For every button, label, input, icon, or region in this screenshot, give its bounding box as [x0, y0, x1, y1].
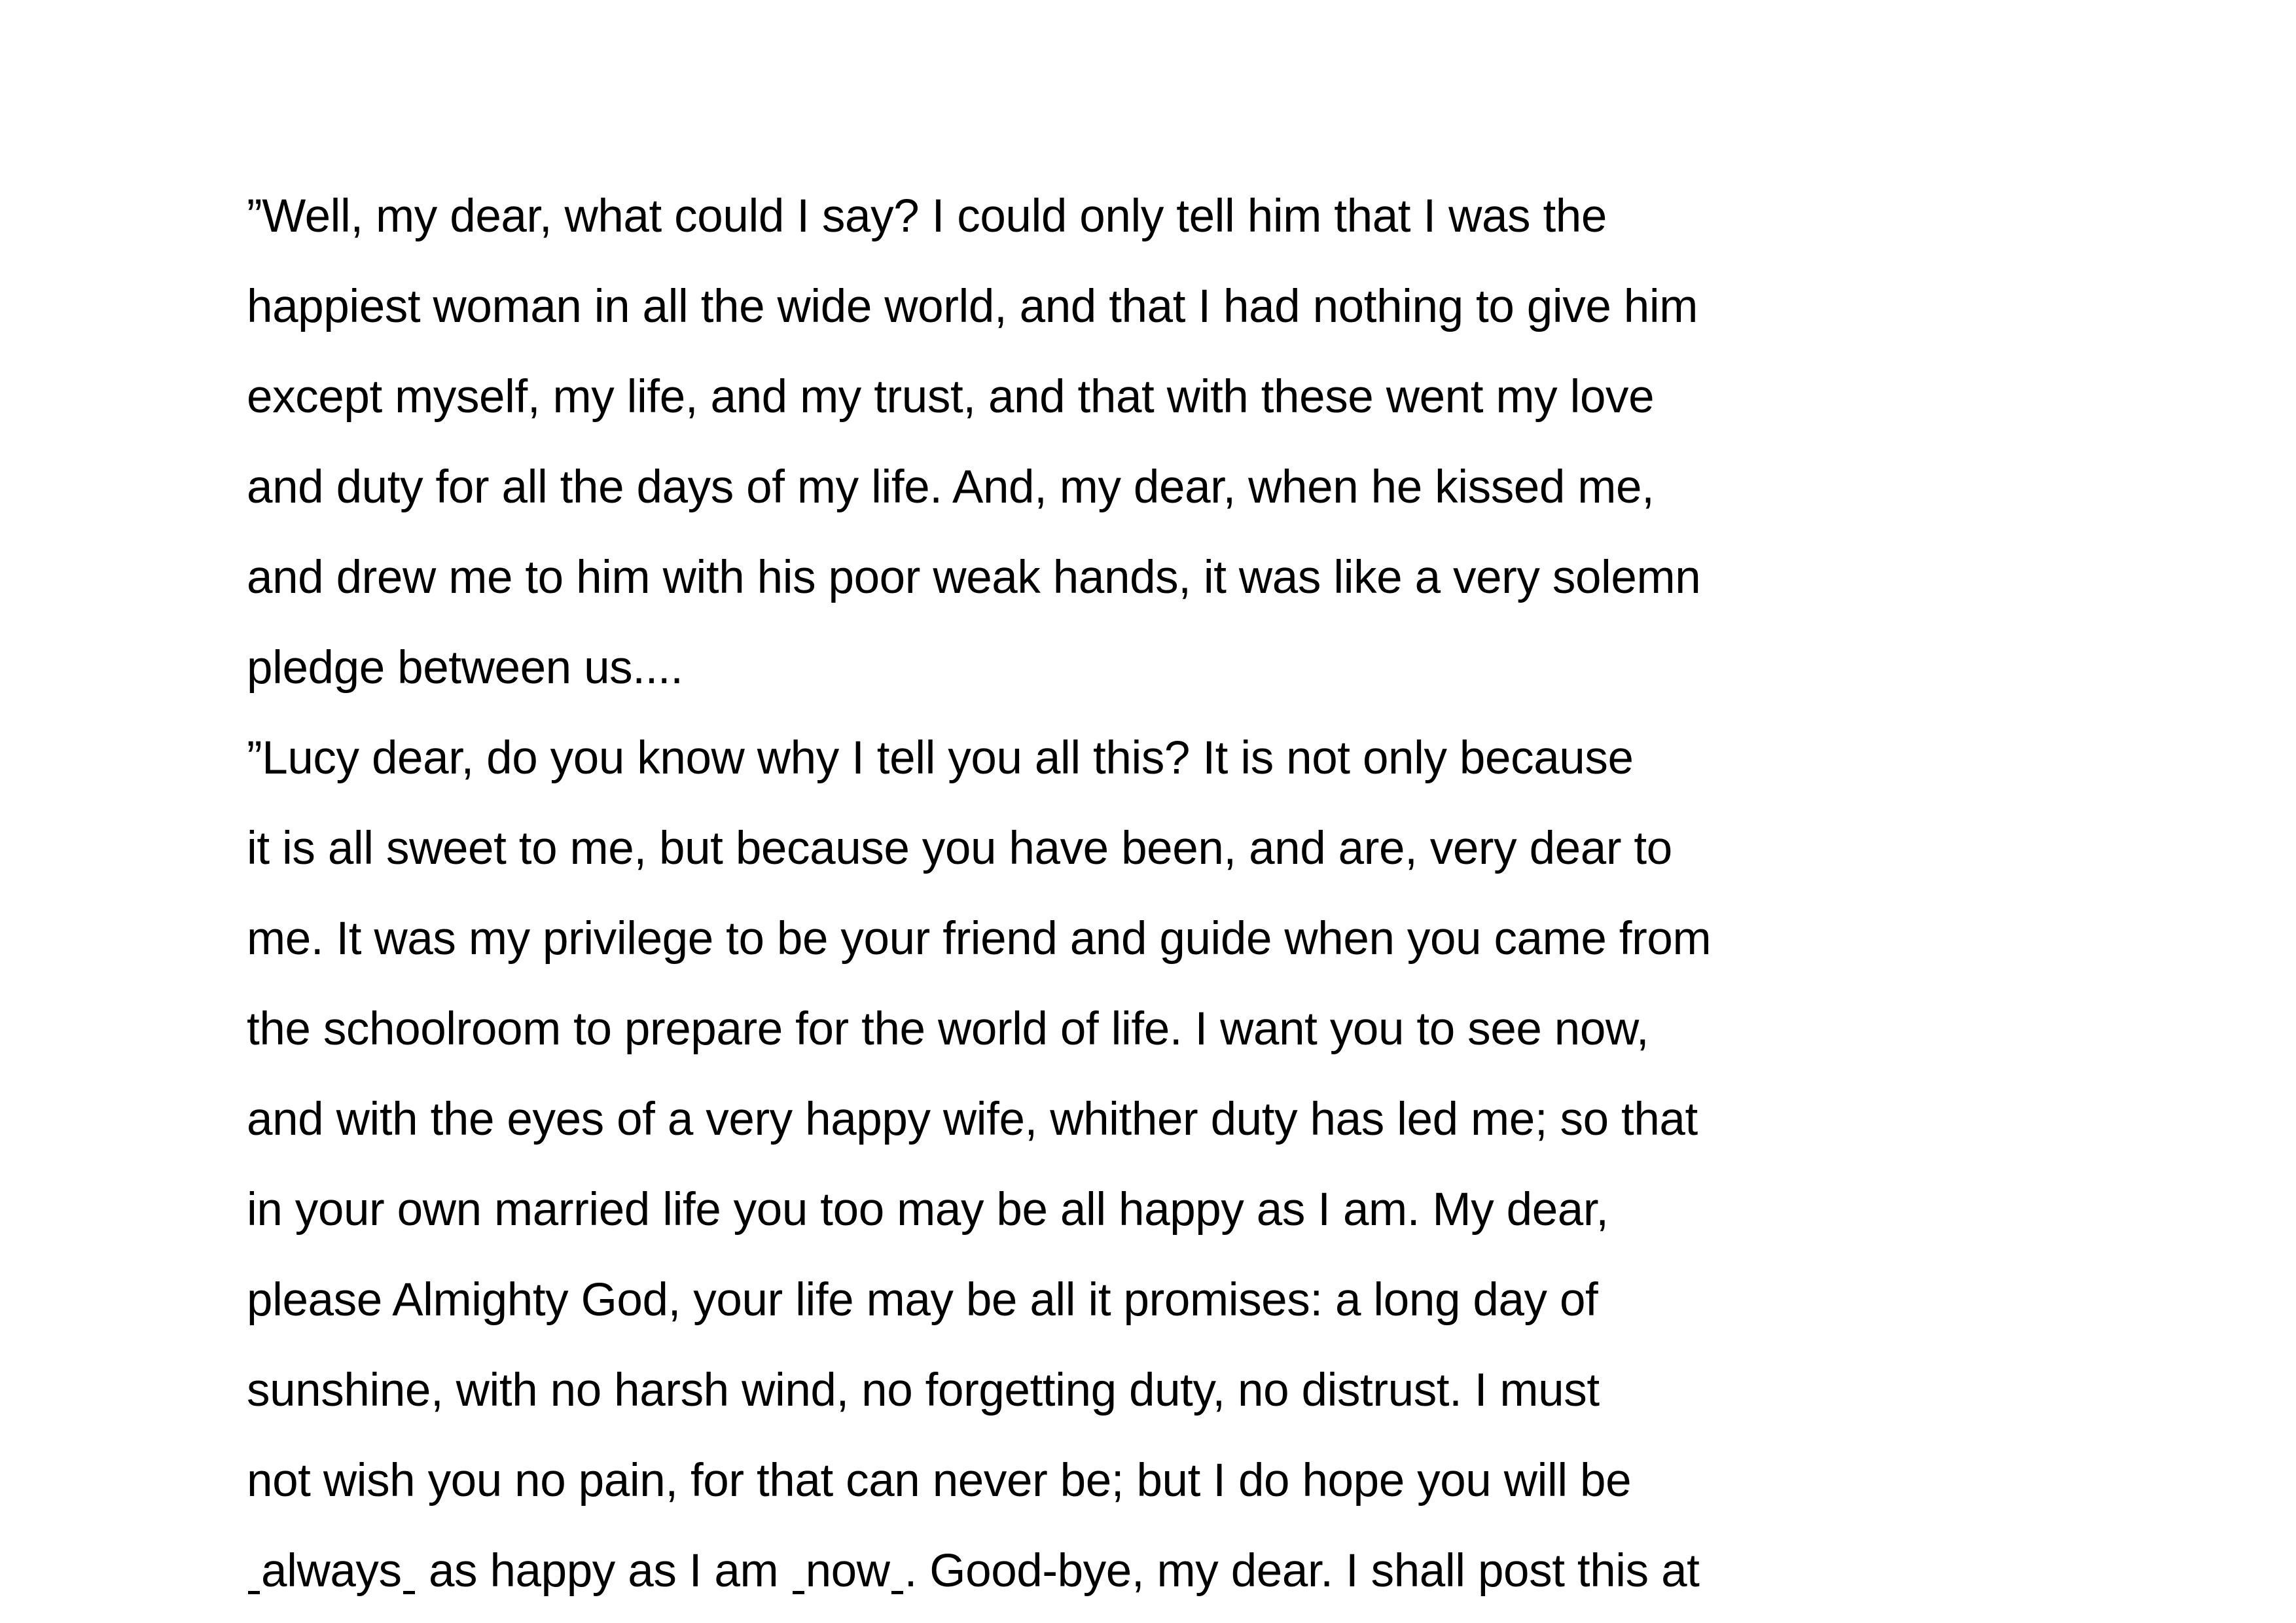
text-line: the schoolroom to prepare for the world of life. I want you to see now,: [247, 1003, 1649, 1055]
text-line: it is all sweet to me, but because you have been, and are, very dear to: [247, 823, 1672, 874]
text-line: and with the eyes of a very happy wife, whither duty has led me; so that: [247, 1094, 1698, 1145]
text-line-emphasis: [247, 1526, 1818, 1616]
text-line: except myself, my life, and my trust, and that with these went my love: [247, 371, 1655, 423]
emphasis-mark: [891, 1591, 903, 1594]
emphasis-word-now: now: [805, 1545, 890, 1597]
paragraph-2: [247, 713, 1818, 1616]
emphasis-word-always: always: [261, 1545, 402, 1597]
text-line: ”Lucy dear, do you know why I tell you all this? It is not only because: [247, 732, 1634, 784]
line-text-segment: as happy as I am: [416, 1545, 791, 1597]
text-line: pledge between us....: [247, 642, 683, 694]
emphasis-mark: [248, 1591, 260, 1594]
text-line: not wish you no pain, for that can never be; but I do hope you will be: [247, 1455, 1632, 1507]
text-line: me. It was my privilege to be your friend and guide when you came from: [247, 913, 1712, 965]
emphasis-mark: [403, 1591, 415, 1594]
text-line: happiest woman in all the wide world, and that I had nothing to give him: [247, 281, 1698, 332]
text-line: in your own married life you too may be all happy as I am. My dear,: [247, 1184, 1609, 1236]
text-line: sunshine, with no harsh wind, no forgetting duty, no distrust. I must: [247, 1364, 1600, 1416]
text-line: and drew me to him with his poor weak hands, it was like a very solemn: [247, 552, 1701, 603]
line-text-segment: . Good-bye, my dear. I shall post this at: [904, 1545, 1700, 1597]
paragraph-1: [247, 171, 1818, 713]
text-line: and duty for all the days of my life. And, my dear, when he kissed me,: [247, 461, 1655, 513]
text-line: please Almighty God, your life may be all it promises: a long day of: [247, 1274, 1598, 1326]
emphasis-mark: [793, 1591, 804, 1594]
text-line: ”Well, my dear, what could I say? I could only tell him that I was the: [247, 190, 1607, 242]
letter-text: [247, 171, 1818, 1616]
